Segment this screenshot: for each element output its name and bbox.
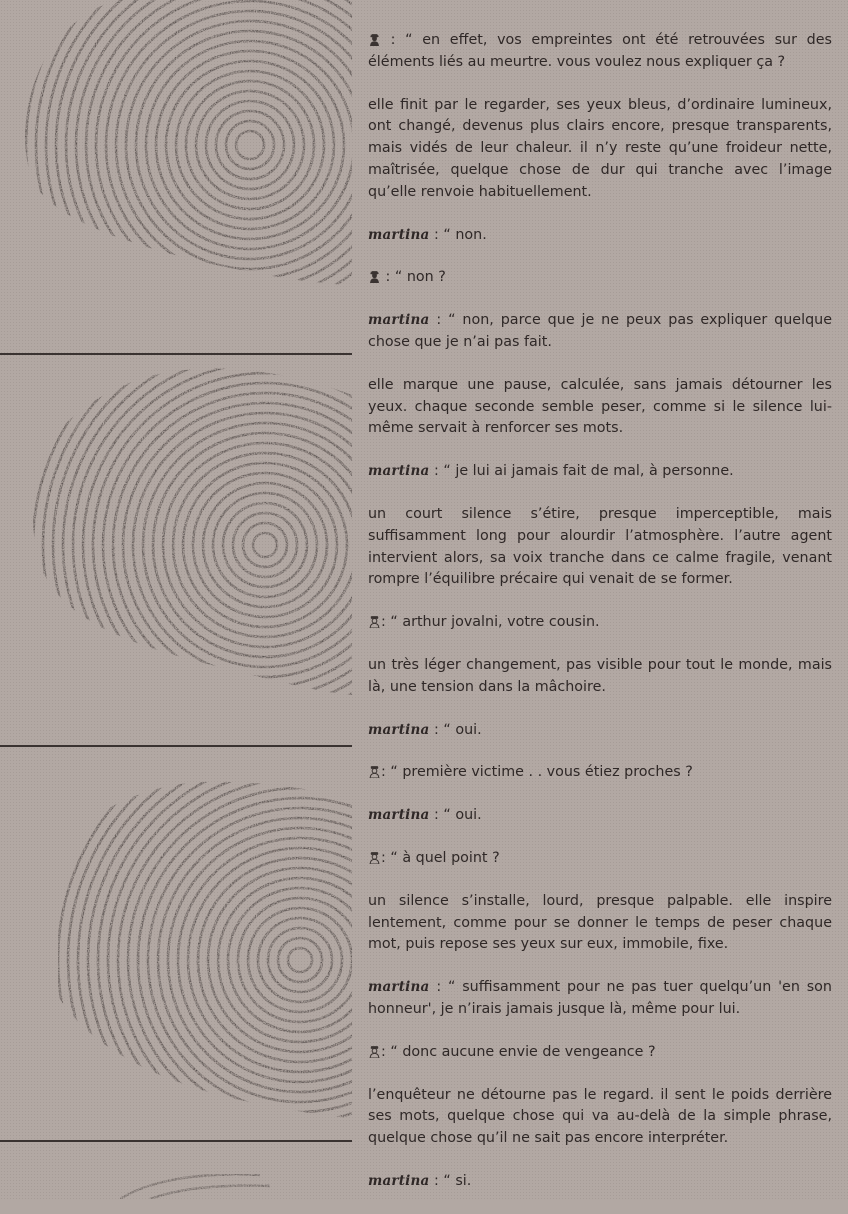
line-text: : “ première victime . . vous étiez proches ? — [381, 764, 693, 781]
line-text: : “ je lui ai jamais fait de mal, à personne. — [429, 463, 734, 480]
narration-paragraph — [368, 891, 832, 956]
line-text: : “ non ? — [381, 269, 446, 286]
line-text: : “ non, parce que je ne peux pas expliquer quelque chose que je n’ai pas fait. — [368, 312, 832, 350]
line-text: : “ arthur jovalni, votre cousin. — [381, 614, 600, 631]
dialogue-line — [368, 310, 832, 354]
police-officer-icon — [368, 850, 381, 866]
fingerprint-icon — [58, 718, 360, 1199]
line-text: un court silence s’étire, presque imperceptible, mais suffisamment long pour alourdir l’atmosphère. l’autre agent intervient alors, sa voix tranche dans ce calme fragile, venant rompre l’équilibre précaire qui venait de se former. — [368, 505, 832, 588]
fingerprint-icon — [33, 313, 360, 777]
speaker-name: martina — [368, 463, 430, 480]
line-text: l’enquêteur ne détourne pas le regard. il sent le poids derrière ses mots, quelque chose qui va au-delà de la simple phrase, quelque chose qu’il ne sait pas encore interpréter. — [368, 1086, 832, 1147]
fingerprint-icon — [120, 1174, 270, 1199]
detective-icon — [368, 32, 381, 48]
line-text: : “ oui. — [429, 721, 482, 738]
line-text: : “ oui. — [429, 807, 482, 824]
detective-icon — [368, 269, 381, 285]
police-officer-icon — [368, 614, 381, 630]
dialogue-line — [368, 720, 832, 742]
dialogue-line — [368, 30, 832, 74]
speaker-name: martina — [368, 979, 430, 996]
dialogue-line — [368, 267, 832, 289]
divider-line — [0, 745, 352, 747]
dialogue-text — [368, 30, 832, 1214]
line-text: : “ non. — [429, 226, 487, 243]
fingerprint-column — [0, 0, 360, 1199]
speaker-name: martina — [368, 1172, 430, 1189]
dialogue-line — [368, 612, 832, 634]
dialogue-line — [368, 977, 832, 1021]
line-text: : “ en effet, vos empreintes ont été retrouvées sur des éléments liés au meurtre. vous voulez nous expliquer ça ? — [368, 32, 832, 70]
divider-line — [0, 353, 352, 355]
fingerprint-icon — [6, 0, 360, 389]
police-officer-icon — [368, 764, 381, 780]
dialogue-line — [368, 1171, 832, 1193]
narration-paragraph — [368, 504, 832, 591]
line-text: : “ suffisamment pour ne pas tuer quelqu’un 'en son honneur', je n’irais jamais jusque là, même pour lui. — [368, 979, 832, 1017]
speaker-name: martina — [368, 807, 430, 824]
dialogue-line — [368, 762, 832, 784]
narration-paragraph — [368, 1085, 832, 1150]
divider-line — [0, 1140, 352, 1142]
line-text: un silence s’installe, lourd, presque palpable. elle inspire lentement, comme pour se donner le temps de peser chaque mot, puis repose ses yeux sur eux, immobile, fixe. — [368, 892, 832, 953]
line-text: : “ à quel point ? — [381, 849, 500, 866]
dialogue-line — [368, 848, 832, 870]
line-text: : “ donc aucune envie de vengeance ? — [381, 1043, 656, 1060]
narration-paragraph — [368, 655, 832, 699]
dialogue-line — [368, 1042, 832, 1064]
line-text: un très léger changement, pas visible pour tout le monde, mais là, une tension dans la mâchoire. — [368, 656, 832, 695]
speaker-name: martina — [368, 721, 430, 738]
line-text: elle finit par le regarder, ses yeux bleus, d’ordinaire lumineux, ont changé, devenus plus clairs encore, presque transparents, mais vidés de leur chaleur. il n’y reste qu’une froideur nette, maîtrisée, quelque chose de dur qui tranche avec l’image qu’elle renvoie habituellement. — [368, 96, 832, 200]
line-text: : “ si. — [429, 1172, 472, 1189]
narration-paragraph — [368, 375, 832, 440]
dialogue-line — [368, 225, 832, 247]
line-text: elle marque une pause, calculée, sans jamais détourner les yeux. chaque seconde semble peser, comme si le silence lui-même servait à renforcer ses mots. — [368, 376, 832, 437]
dialogue-line — [368, 461, 832, 483]
narration-paragraph — [368, 95, 832, 204]
speaker-name: martina — [368, 226, 430, 243]
dialogue-line — [368, 805, 832, 827]
speaker-name: martina — [368, 312, 430, 329]
police-officer-icon — [368, 1044, 381, 1060]
